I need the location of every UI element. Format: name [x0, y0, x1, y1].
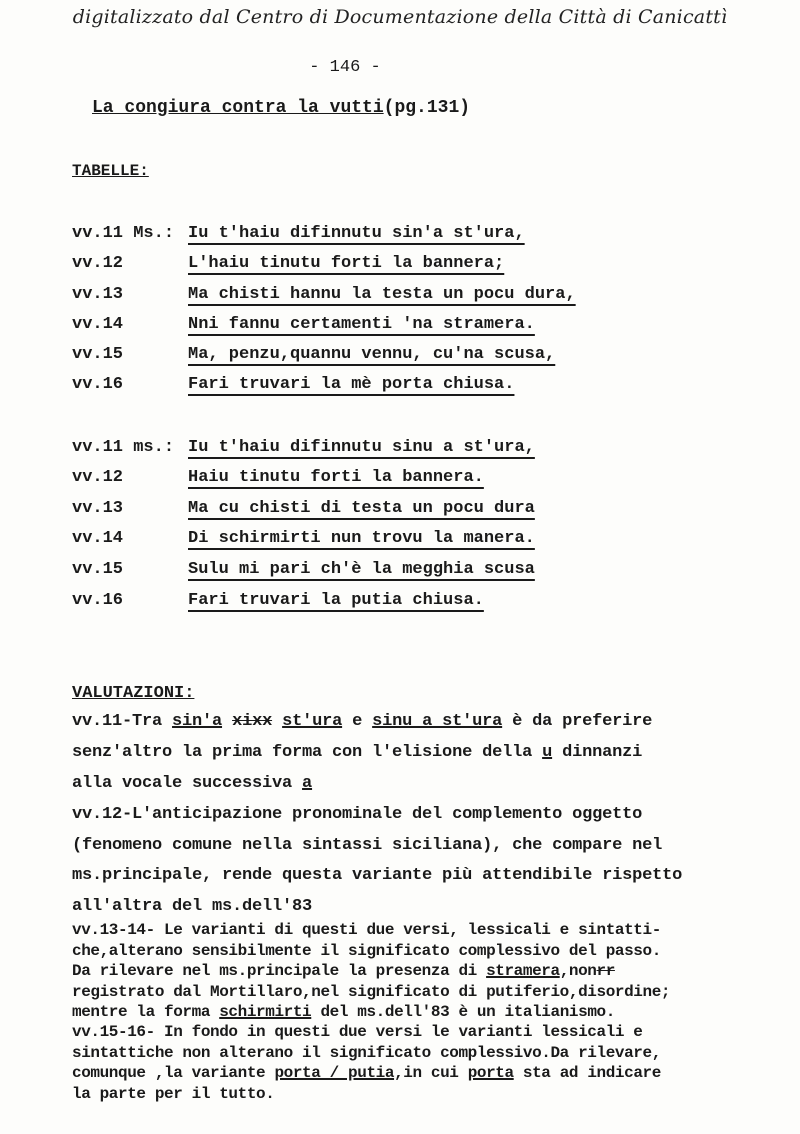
eval-line: [72, 962, 615, 980]
verse-text: Haiu tinutu forti la bannera.: [188, 468, 484, 487]
eval-text: vv.11-Tra: [72, 712, 173, 731]
eval-line: sintattiche non alterano il significato complessivo.Da rilevare,: [72, 1044, 661, 1062]
verse-number: vv.11 Ms.:: [72, 224, 175, 243]
poem-title-text: La congiura contra la vutti: [92, 98, 384, 118]
eval-underlined: porta: [467, 1064, 514, 1082]
verse-number: vv.15: [72, 345, 124, 364]
eval-line: [72, 743, 642, 762]
verse-text: Ma, penzu,quannu vennu, cu'na scusa,: [188, 345, 556, 364]
eval-underlined: stramera: [486, 962, 560, 980]
eval-text: dinnanzi: [552, 743, 643, 762]
verse-number: vv.14: [72, 315, 124, 334]
eval-text: ,in cui: [394, 1064, 468, 1082]
poem-title: [92, 98, 470, 118]
eval-line: [72, 774, 312, 793]
eval-line: la parte per il tutto.: [72, 1085, 275, 1103]
verse-number: vv.11 ms.:: [72, 438, 175, 457]
eval-underlined: st'ura: [282, 712, 343, 731]
eval-line: [72, 1003, 615, 1021]
verse-text: Fari truvari la mè porta chiusa.: [188, 375, 515, 394]
eval-text: alla vocale successiva: [72, 774, 303, 793]
verse-number: vv.12: [72, 254, 124, 273]
eval-line: vv.13-14- Le varianti di questi due versi, lessicali e sintatti-: [72, 921, 661, 939]
verse-text: Nni fannu certamenti 'na stramera.: [188, 315, 535, 334]
eval-text: del ms.dell'83 è un italianismo.: [311, 1003, 615, 1021]
verse-number: vv.13: [72, 499, 124, 518]
eval-struck: xixx: [232, 712, 273, 731]
eval-line: vv.12-L'anticipazione pronominale del complemento oggetto: [72, 805, 643, 824]
eval-underlined: a: [302, 774, 313, 793]
verse-text: Iu t'haiu difinnutu sinu a st'ura,: [188, 438, 535, 457]
verse-text: Fari truvari la putia chiusa.: [188, 591, 484, 610]
verse-text: Iu t'haiu difinnutu sin'a st'ura,: [188, 224, 525, 243]
verse-text: Ma chisti hannu la testa un pocu dura,: [188, 285, 576, 304]
verse-text: L'haiu tinutu forti la bannera;: [188, 254, 505, 273]
eval-underlined: porta / putia: [274, 1064, 395, 1082]
eval-text: e: [342, 712, 373, 731]
eval-text: Da rilevare nel ms.principale la presenza di: [72, 962, 487, 980]
eval-underlined: sin'a: [172, 712, 223, 731]
eval-text: sta ad indicare: [513, 1064, 661, 1082]
eval-text: mentre la forma: [72, 1003, 220, 1021]
eval-line: (fenomeno comune nella sintassi siciliana), che compare nel: [72, 836, 663, 855]
verse-number: vv.15: [72, 560, 124, 579]
eval-line: che,alterano sensibilmente il significato complessivo del passo.: [72, 942, 661, 960]
verse-number: vv.14: [72, 529, 124, 548]
eval-struck: rr: [596, 962, 615, 980]
eval-underlined: schirmirti: [219, 1003, 312, 1021]
verse-number: vv.16: [72, 591, 124, 610]
tables-heading: TABELLE:: [72, 162, 149, 180]
eval-line: [72, 712, 652, 731]
poem-title-ref: (pg.131): [383, 98, 471, 118]
eval-underlined: u: [542, 743, 553, 762]
eval-text: senz'altro la prima forma con l'elisione della: [72, 743, 543, 762]
eval-line: [72, 1064, 661, 1082]
digitization-header: digitalizzato dal Centro di Documentazione della Città di Canicattì: [72, 6, 728, 28]
verse-number: vv.13: [72, 285, 124, 304]
page-number: - 146 -: [309, 58, 381, 77]
verse-text: Sulu mi pari ch'è la megghia scusa: [188, 560, 535, 579]
eval-text: ,non: [559, 962, 597, 980]
verse-number: vv.12: [72, 468, 124, 487]
eval-line: vv.15-16- In fondo in questi due versi le varianti lessicali e: [72, 1023, 643, 1041]
eval-line: registrato dal Mortillaro,nel significato di putiferio,disordine;: [72, 983, 671, 1001]
eval-text: è da preferire: [502, 712, 653, 731]
eval-underlined: sinu a st'ura: [372, 712, 503, 731]
verse-text: Ma cu chisti di testa un pocu dura: [188, 499, 535, 518]
eval-line: all'altra del ms.dell'83: [72, 897, 313, 916]
verse-number: vv.16: [72, 375, 124, 394]
verse-text: Di schirmirti nun trovu la manera.: [188, 529, 535, 548]
eval-line: ms.principale, rende questa variante più attendibile rispetto: [72, 866, 683, 885]
evaluations-heading: VALUTAZIONI:: [72, 684, 195, 703]
eval-text: comunque ,la variante: [72, 1064, 275, 1082]
